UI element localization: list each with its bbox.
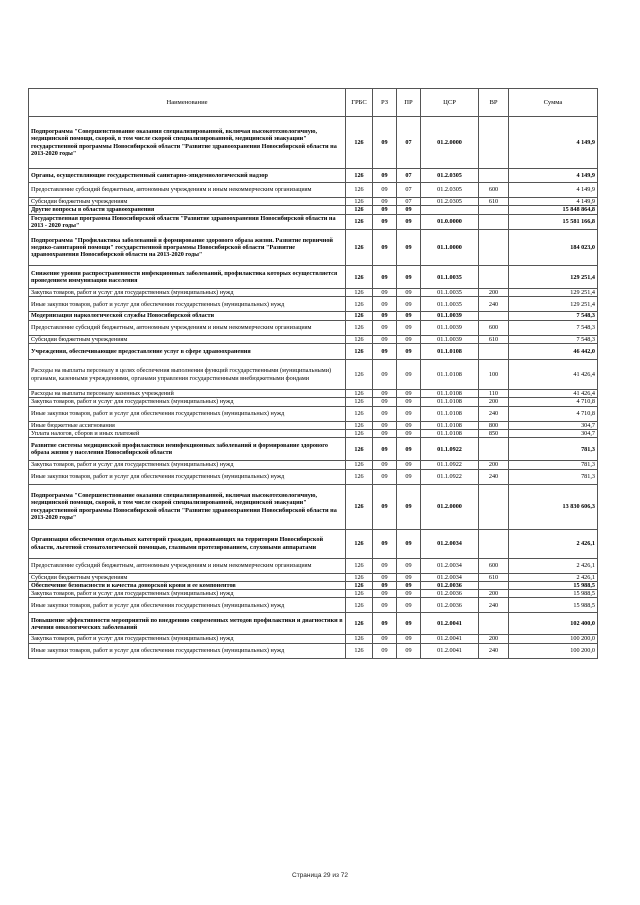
row-grbs: 126 xyxy=(346,421,373,429)
row-grbs: 126 xyxy=(346,598,373,613)
row-pr: 09 xyxy=(397,406,421,421)
row-pr: 09 xyxy=(397,297,421,312)
row-rz: 09 xyxy=(373,230,397,266)
row-name: Снижение уровня распространенности инфекционных заболеваний, профилактика которых осуществляется проведением иммунизации населения xyxy=(29,266,346,289)
row-sum: 41 426,4 xyxy=(509,360,598,390)
row-rz: 09 xyxy=(373,581,397,589)
row-grbs: 126 xyxy=(346,484,373,529)
row-grbs: 126 xyxy=(346,461,373,469)
table-row xyxy=(29,206,598,214)
row-pr: 09 xyxy=(397,206,421,214)
budget-table xyxy=(28,88,598,659)
row-vr: 610 xyxy=(479,335,509,343)
row-pr: 09 xyxy=(397,581,421,589)
row-grbs: 126 xyxy=(346,429,373,437)
row-sum: 184 023,0 xyxy=(509,230,598,266)
row-grbs: 126 xyxy=(346,206,373,214)
row-grbs: 126 xyxy=(346,320,373,335)
row-csr: 01.1.0108 xyxy=(421,344,479,360)
row-rz: 09 xyxy=(373,643,397,658)
row-grbs: 126 xyxy=(346,297,373,312)
row-grbs: 126 xyxy=(346,230,373,266)
row-name: Предоставление субсидий бюджетным, автономным учреждениям и иным некоммерческим организациям xyxy=(29,558,346,573)
row-vr: 240 xyxy=(479,643,509,658)
row-grbs: 126 xyxy=(346,529,373,558)
row-pr: 09 xyxy=(397,429,421,437)
row-name: Другие вопросы в области здравоохранения xyxy=(29,206,346,214)
row-csr: 01.0.0000 xyxy=(421,214,479,230)
row-csr: 01.1.0039 xyxy=(421,335,479,343)
row-vr xyxy=(479,169,509,183)
row-csr: 01.1.0035 xyxy=(421,297,479,312)
row-grbs: 126 xyxy=(346,590,373,598)
row-pr: 09 xyxy=(397,573,421,581)
header-name: Наименование xyxy=(29,89,346,117)
row-rz: 09 xyxy=(373,344,397,360)
row-csr: 01.1.0922 xyxy=(421,438,479,461)
row-pr: 09 xyxy=(397,438,421,461)
row-name: Закупка товаров, работ и услуг для государственных (муниципальных) нужд xyxy=(29,635,346,643)
row-grbs: 126 xyxy=(346,558,373,573)
row-vr xyxy=(479,484,509,529)
row-name: Иные закупки товаров, работ и услуг для обеспечения государственных (муниципальных) нужд xyxy=(29,297,346,312)
row-name: Организация обеспечения отдельных категорий граждан, проживающих на территории Новосибирской области, льготной стоматологической помощью, глазными протезированием, слуховыми аппаратами xyxy=(29,529,346,558)
row-rz: 09 xyxy=(373,598,397,613)
row-sum: 129 251,4 xyxy=(509,266,598,289)
row-csr: 01.1.0922 xyxy=(421,461,479,469)
row-csr: 01.2.0034 xyxy=(421,573,479,581)
row-grbs: 126 xyxy=(346,183,373,198)
row-rz: 09 xyxy=(373,206,397,214)
row-csr: 01.2.0305 xyxy=(421,169,479,183)
row-rz: 09 xyxy=(373,558,397,573)
row-csr: 01.1.0108 xyxy=(421,360,479,390)
row-rz: 09 xyxy=(373,421,397,429)
row-grbs: 126 xyxy=(346,438,373,461)
row-vr: 600 xyxy=(479,320,509,335)
table-row xyxy=(29,335,598,343)
row-name: Иные закупки товаров, работ и услуг для обеспечения государственных (муниципальных) нужд xyxy=(29,643,346,658)
row-rz: 09 xyxy=(373,183,397,198)
row-csr: 01.2.0000 xyxy=(421,117,479,169)
header-sum: Сумма xyxy=(509,89,598,117)
row-vr: 240 xyxy=(479,297,509,312)
row-csr xyxy=(421,206,479,214)
header-csr: ЦСР xyxy=(421,89,479,117)
row-name: Расходы на выплаты персоналу казенных учреждений xyxy=(29,390,346,398)
row-vr xyxy=(479,230,509,266)
row-pr: 09 xyxy=(397,312,421,320)
row-grbs: 126 xyxy=(346,117,373,169)
row-rz: 09 xyxy=(373,406,397,421)
row-name: Иные бюджетные ассигнования xyxy=(29,421,346,429)
row-csr: 01.2.0036 xyxy=(421,590,479,598)
table-row xyxy=(29,398,598,406)
table-row xyxy=(29,360,598,390)
row-rz: 09 xyxy=(373,398,397,406)
row-name: Субсидии бюджетным учреждениям xyxy=(29,198,346,206)
row-csr: 01.1.0108 xyxy=(421,421,479,429)
header-vr: ВР xyxy=(479,89,509,117)
row-grbs: 126 xyxy=(346,643,373,658)
row-vr: 100 xyxy=(479,360,509,390)
row-vr: 600 xyxy=(479,183,509,198)
row-pr: 07 xyxy=(397,117,421,169)
row-sum: 304,7 xyxy=(509,429,598,437)
row-sum: 2 426,1 xyxy=(509,573,598,581)
table-row xyxy=(29,344,598,360)
row-sum: 15 848 864,8 xyxy=(509,206,598,214)
row-rz: 09 xyxy=(373,297,397,312)
row-name: Расходы на выплаты персоналу в целях обеспечения выполнения функций государственными (муниципальными) органами, казенными учреждениями, органами управления государственными внебюджетными фондами xyxy=(29,360,346,390)
row-pr: 09 xyxy=(397,320,421,335)
row-csr: 01.1.0108 xyxy=(421,406,479,421)
row-pr: 09 xyxy=(397,266,421,289)
row-rz: 09 xyxy=(373,438,397,461)
row-vr xyxy=(479,438,509,461)
row-pr: 09 xyxy=(397,360,421,390)
row-pr: 07 xyxy=(397,198,421,206)
row-vr: 800 xyxy=(479,421,509,429)
row-grbs: 126 xyxy=(346,390,373,398)
table-row xyxy=(29,214,598,230)
row-csr: 01.2.0000 xyxy=(421,484,479,529)
row-name: Повышение эффективности мероприятий по внедрению современных методов профилактики и диагностики в лечения онкологических заболеваний xyxy=(29,613,346,635)
row-pr: 09 xyxy=(397,390,421,398)
row-vr xyxy=(479,613,509,635)
row-pr: 09 xyxy=(397,398,421,406)
row-rz: 09 xyxy=(373,214,397,230)
row-sum: 4 149,9 xyxy=(509,117,598,169)
row-vr: 200 xyxy=(479,289,509,297)
table-row xyxy=(29,529,598,558)
row-pr: 09 xyxy=(397,344,421,360)
table-row xyxy=(29,230,598,266)
row-grbs: 126 xyxy=(346,312,373,320)
row-csr: 01.1.0108 xyxy=(421,429,479,437)
table-row xyxy=(29,573,598,581)
row-vr: 200 xyxy=(479,461,509,469)
row-csr: 01.2.0305 xyxy=(421,183,479,198)
budget-table-container xyxy=(28,88,597,659)
row-csr: 01.2.0041 xyxy=(421,613,479,635)
row-rz: 09 xyxy=(373,289,397,297)
row-sum: 129 251,4 xyxy=(509,289,598,297)
row-pr: 09 xyxy=(397,558,421,573)
header-grbs: ГРБС xyxy=(346,89,373,117)
row-rz: 09 xyxy=(373,335,397,343)
row-rz: 09 xyxy=(373,484,397,529)
row-sum: 781,3 xyxy=(509,438,598,461)
row-sum: 46 442,0 xyxy=(509,344,598,360)
row-grbs: 126 xyxy=(346,266,373,289)
row-name: Субсидии бюджетным учреждениям xyxy=(29,335,346,343)
row-sum: 15 988,5 xyxy=(509,598,598,613)
row-sum: 781,3 xyxy=(509,469,598,484)
row-sum: 15 988,5 xyxy=(509,590,598,598)
row-vr: 200 xyxy=(479,590,509,598)
header-rz: РЗ xyxy=(373,89,397,117)
row-sum: 100 200,0 xyxy=(509,635,598,643)
row-sum: 4 149,9 xyxy=(509,198,598,206)
row-grbs: 126 xyxy=(346,398,373,406)
row-name: Иные закупки товаров, работ и услуг для обеспечения государственных (муниципальных) нужд xyxy=(29,598,346,613)
row-grbs: 126 xyxy=(346,198,373,206)
table-row xyxy=(29,558,598,573)
row-pr: 09 xyxy=(397,469,421,484)
row-csr: 01.2.0034 xyxy=(421,529,479,558)
row-name: Развитие системы медицинской профилактики неинфекционных заболеваний и формирование здорового образа жизни у населения Новосибирской области xyxy=(29,438,346,461)
row-sum: 15 988,5 xyxy=(509,581,598,589)
row-vr xyxy=(479,344,509,360)
row-name: Учреждения, обеспечивающие предоставление услуг в сфере здравоохранения xyxy=(29,344,346,360)
row-rz: 09 xyxy=(373,198,397,206)
row-vr xyxy=(479,581,509,589)
table-row xyxy=(29,117,598,169)
row-name: Закупка товаров, работ и услуг для государственных (муниципальных) нужд xyxy=(29,289,346,297)
table-row xyxy=(29,635,598,643)
row-name: Закупка товаров, работ и услуг для государственных (муниципальных) нужд xyxy=(29,398,346,406)
row-name: Органы, осуществляющие государственный санитарно-эпидемиологический надзор xyxy=(29,169,346,183)
row-name: Субсидии бюджетным учреждениям xyxy=(29,573,346,581)
row-rz: 09 xyxy=(373,390,397,398)
row-vr: 110 xyxy=(479,390,509,398)
row-vr: 200 xyxy=(479,398,509,406)
row-vr: 240 xyxy=(479,406,509,421)
table-row xyxy=(29,320,598,335)
page-number: Страница 29 из 72 xyxy=(292,872,348,879)
row-pr: 09 xyxy=(397,289,421,297)
row-csr: 01.1.0035 xyxy=(421,289,479,297)
row-name: Уплата налогов, сборов и иных платежей xyxy=(29,429,346,437)
row-csr: 01.1.0108 xyxy=(421,390,479,398)
table-row xyxy=(29,266,598,289)
row-vr xyxy=(479,529,509,558)
row-name: Закупка товаров, работ и услуг для государственных (муниципальных) нужд xyxy=(29,461,346,469)
row-name: Закупка товаров, работ и услуг для государственных (муниципальных) нужд xyxy=(29,590,346,598)
row-csr: 01.2.0034 xyxy=(421,558,479,573)
row-grbs: 126 xyxy=(346,469,373,484)
row-sum: 304,7 xyxy=(509,421,598,429)
table-row xyxy=(29,429,598,437)
row-pr: 09 xyxy=(397,643,421,658)
row-pr: 09 xyxy=(397,598,421,613)
table-row xyxy=(29,297,598,312)
row-grbs: 126 xyxy=(346,360,373,390)
table-row xyxy=(29,461,598,469)
row-csr: 01.1.0922 xyxy=(421,469,479,484)
row-pr: 09 xyxy=(397,214,421,230)
table-row xyxy=(29,390,598,398)
row-rz: 09 xyxy=(373,461,397,469)
table-row xyxy=(29,598,598,613)
row-vr: 610 xyxy=(479,198,509,206)
row-pr: 09 xyxy=(397,590,421,598)
row-rz: 09 xyxy=(373,590,397,598)
row-rz: 09 xyxy=(373,266,397,289)
header-pr: ПР xyxy=(397,89,421,117)
row-name: Иные закупки товаров, работ и услуг для обеспечения государственных (муниципальных) нужд xyxy=(29,469,346,484)
row-rz: 09 xyxy=(373,117,397,169)
row-grbs: 126 xyxy=(346,169,373,183)
row-name: Подпрограмма "Совершенствование оказания специализированной, включая высокотехнологичную, медицинской помощи, скорой, в том числе скорой специализированной, медицинской эвакуации" государственной программы Новосибирской области "Развитие здравоохранения Новосибирской области на 2013-2020 годы" xyxy=(29,484,346,529)
row-sum: 4 149,9 xyxy=(509,183,598,198)
row-pr: 07 xyxy=(397,183,421,198)
row-sum: 2 426,1 xyxy=(509,558,598,573)
table-row xyxy=(29,289,598,297)
table-row xyxy=(29,484,598,529)
row-vr xyxy=(479,214,509,230)
row-name: Модернизация наркологической службы Новосибирской области xyxy=(29,312,346,320)
row-sum: 100 200,0 xyxy=(509,643,598,658)
row-rz: 09 xyxy=(373,573,397,581)
row-sum: 15 581 166,8 xyxy=(509,214,598,230)
row-pr: 09 xyxy=(397,484,421,529)
table-row xyxy=(29,198,598,206)
row-grbs: 126 xyxy=(346,635,373,643)
row-grbs: 126 xyxy=(346,613,373,635)
table-header-row xyxy=(29,89,598,117)
row-vr: 850 xyxy=(479,429,509,437)
table-row xyxy=(29,581,598,589)
row-vr xyxy=(479,312,509,320)
row-vr xyxy=(479,266,509,289)
row-rz: 09 xyxy=(373,469,397,484)
row-grbs: 126 xyxy=(346,344,373,360)
row-sum: 102 400,0 xyxy=(509,613,598,635)
row-csr: 01.2.0041 xyxy=(421,643,479,658)
row-csr: 01.1.0039 xyxy=(421,312,479,320)
row-vr: 240 xyxy=(479,469,509,484)
row-name: Иные закупки товаров, работ и услуг для обеспечения государственных (муниципальных) нужд xyxy=(29,406,346,421)
row-csr: 01.2.0305 xyxy=(421,198,479,206)
row-name: Государственная программа Новосибирской области "Развитие здравоохранения Новосибирской области на 2013 - 2020 годы" xyxy=(29,214,346,230)
row-sum: 41 426,4 xyxy=(509,390,598,398)
row-pr: 07 xyxy=(397,169,421,183)
table-row xyxy=(29,438,598,461)
table-row xyxy=(29,590,598,598)
row-vr: 610 xyxy=(479,573,509,581)
table-body xyxy=(29,117,598,659)
row-rz: 09 xyxy=(373,169,397,183)
row-sum: 781,3 xyxy=(509,461,598,469)
row-grbs: 126 xyxy=(346,335,373,343)
row-rz: 09 xyxy=(373,429,397,437)
row-grbs: 126 xyxy=(346,406,373,421)
table-row xyxy=(29,169,598,183)
row-name: Предоставление субсидий бюджетным, автономным учреждениям и иным некоммерческим организациям xyxy=(29,320,346,335)
row-csr: 01.1.0108 xyxy=(421,398,479,406)
row-grbs: 126 xyxy=(346,289,373,297)
row-rz: 09 xyxy=(373,320,397,335)
row-csr: 01.1.0039 xyxy=(421,320,479,335)
row-pr: 09 xyxy=(397,635,421,643)
row-sum: 13 830 606,3 xyxy=(509,484,598,529)
row-vr: 240 xyxy=(479,598,509,613)
row-csr: 01.2.0036 xyxy=(421,598,479,613)
table-row xyxy=(29,421,598,429)
row-rz: 09 xyxy=(373,613,397,635)
row-vr: 200 xyxy=(479,635,509,643)
row-csr: 01.1.0035 xyxy=(421,266,479,289)
row-name: Подпрограмма "Совершенствование оказания специализированной, включая высокотехнологичную, медицинской помощи, скорой, в том числе скорой специализированной, медицинской эвакуации" государственной программы Новосибирской области "Развитие здравоохранения Новосибирской области на 2013-2020 годы" xyxy=(29,117,346,169)
row-vr: 600 xyxy=(479,558,509,573)
row-sum: 7 548,3 xyxy=(509,320,598,335)
row-sum: 7 548,3 xyxy=(509,312,598,320)
row-pr: 09 xyxy=(397,461,421,469)
table-row xyxy=(29,183,598,198)
row-sum: 2 426,1 xyxy=(509,529,598,558)
row-pr: 09 xyxy=(397,613,421,635)
row-rz: 09 xyxy=(373,360,397,390)
row-vr xyxy=(479,117,509,169)
row-rz: 09 xyxy=(373,529,397,558)
row-sum: 4 710,8 xyxy=(509,406,598,421)
row-name: Обеспечение безопасности и качества донорской крови и ее компонентов xyxy=(29,581,346,589)
table-row xyxy=(29,469,598,484)
row-grbs: 126 xyxy=(346,581,373,589)
row-pr: 09 xyxy=(397,335,421,343)
row-rz: 09 xyxy=(373,635,397,643)
row-csr: 01.1.0000 xyxy=(421,230,479,266)
row-sum: 4 710,8 xyxy=(509,398,598,406)
row-grbs: 126 xyxy=(346,573,373,581)
row-grbs: 126 xyxy=(346,214,373,230)
row-sum: 7 548,3 xyxy=(509,335,598,343)
table-row xyxy=(29,613,598,635)
table-row xyxy=(29,643,598,658)
row-sum: 4 149,9 xyxy=(509,169,598,183)
row-rz: 09 xyxy=(373,312,397,320)
row-pr: 09 xyxy=(397,421,421,429)
table-row xyxy=(29,312,598,320)
row-csr: 01.2.0041 xyxy=(421,635,479,643)
row-pr: 09 xyxy=(397,230,421,266)
row-name: Подпрограмма "Профилактика заболеваний и формирование здорового образа жизни. Развитие первичной медико-санитарной помощи" государственной программы Новосибирской области "Развитие здравоохранения Новосибирской области на 2013-2020 годы" xyxy=(29,230,346,266)
table-row xyxy=(29,406,598,421)
row-name: Предоставление субсидий бюджетным, автономным учреждениям и иным некоммерческим организациям xyxy=(29,183,346,198)
row-csr: 01.2.0036 xyxy=(421,581,479,589)
row-pr: 09 xyxy=(397,529,421,558)
row-sum: 129 251,4 xyxy=(509,297,598,312)
row-vr xyxy=(479,206,509,214)
